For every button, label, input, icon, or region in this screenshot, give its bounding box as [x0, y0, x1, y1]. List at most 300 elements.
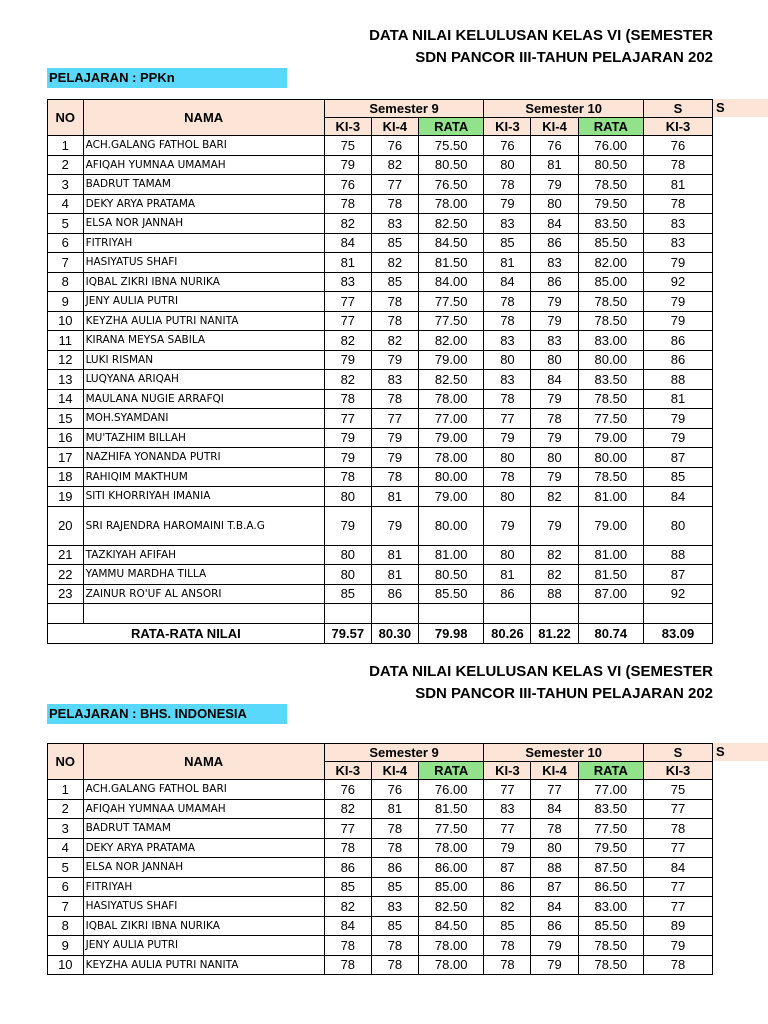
- sem9-ki3-value: 83: [324, 272, 371, 292]
- sem9-ki4-value: 78: [371, 838, 418, 858]
- sem9-ki4-value: 82: [371, 253, 418, 273]
- student-name: IQBAL ZIKRI IBNA NURIKA: [83, 272, 324, 292]
- sem9-ki4-value: 82: [371, 155, 418, 175]
- sem10-rata-value: 80.00: [578, 350, 643, 370]
- sem9-rata-value: 77.00: [418, 409, 483, 429]
- sem10-rata-value: 87.00: [578, 584, 643, 604]
- sem9-ki4-value: 78: [371, 819, 418, 839]
- sem10-rata-value: 80.00: [578, 448, 643, 468]
- sem10-rata-value: 85.50: [578, 916, 643, 936]
- sem10-ki4-value: 80: [531, 448, 578, 468]
- student-name: LUQYANA ARIQAH: [83, 370, 324, 390]
- sem9-ki3-value: 75: [324, 136, 371, 156]
- sem10-average-value: 80.26: [484, 624, 531, 644]
- sem10-ki3-value: 82: [484, 897, 531, 917]
- blank-cell: [83, 604, 324, 624]
- sem9-ki4-value: 79: [371, 350, 418, 370]
- sem10-ki3-value: 79: [484, 194, 531, 214]
- sem10-ki3-value: 79: [484, 506, 531, 545]
- sem10-ki4-value: 79: [531, 936, 578, 956]
- student-name: NAZHIFA YONANDA PUTRI: [83, 448, 324, 468]
- student-name: MU'TAZHIM BILLAH: [83, 428, 324, 448]
- student-name: DEKY ARYA PRATAMA: [83, 194, 324, 214]
- sem11-ki3-value: 89: [644, 916, 713, 936]
- header-nama: NAMA: [83, 100, 324, 136]
- sem9-rata-value: 81.50: [418, 253, 483, 273]
- row-number: 3: [48, 819, 84, 839]
- student-name: AFIQAH YUMNAA UMAMAH: [83, 799, 324, 819]
- header-rata-sem9: RATA: [418, 762, 483, 780]
- student-name: AFIQAH YUMNAA UMAMAH: [83, 155, 324, 175]
- row-number: 23: [48, 584, 84, 604]
- sem9-ki4-value: 81: [371, 487, 418, 507]
- sem11-ki3-value: 88: [644, 370, 713, 390]
- table-row: [48, 194, 713, 214]
- sem9-ki4-value: 77: [371, 175, 418, 195]
- sem9-ki4-value: 77: [371, 409, 418, 429]
- sem10-rata-value: 78.50: [578, 936, 643, 956]
- row-number: 12: [48, 350, 84, 370]
- sem9-ki4-value: 86: [371, 584, 418, 604]
- section-1-title-line1: DATA NILAI KELULUSAN KELAS VI (SEMESTER: [369, 27, 713, 44]
- sem10-ki3-value: 81: [484, 565, 531, 585]
- header-rata-sem9: RATA: [418, 118, 483, 136]
- sem11-ki3-value: 83: [644, 233, 713, 253]
- sem10-ki3-value: 85: [484, 233, 531, 253]
- row-number: 3: [48, 175, 84, 195]
- student-name: FITRIYAH: [83, 233, 324, 253]
- sem10-ki3-value: 86: [484, 584, 531, 604]
- sem10-ki3-value: 78: [484, 311, 531, 331]
- header-semester-10: Semester 10: [484, 100, 644, 118]
- table-row: [48, 467, 713, 487]
- sem9-ki4-value: 78: [371, 311, 418, 331]
- table-row: [48, 448, 713, 468]
- sem11-ki3-value: 80: [644, 506, 713, 545]
- sem9-ki4-value: 81: [371, 545, 418, 565]
- header-ki3-sem10: KI-3: [484, 762, 531, 780]
- blank-cell: [324, 604, 371, 624]
- sem9-rata-value: 81.00: [418, 545, 483, 565]
- sem11-ki3-value: 79: [644, 936, 713, 956]
- sem9-ki4-value: 78: [371, 467, 418, 487]
- sem10-ki4-value: 78: [531, 819, 578, 839]
- header-semester-11: S: [644, 100, 713, 118]
- sem11-ki3-value: 77: [644, 799, 713, 819]
- sem11-ki3-value: 77: [644, 877, 713, 897]
- row-number: 1: [48, 136, 84, 156]
- sem10-rata-value: 77.00: [578, 780, 643, 800]
- sem9-ki3-value: 79: [324, 448, 371, 468]
- sem11-ki3-value: 84: [644, 487, 713, 507]
- sem9-rata-value: 76.00: [418, 780, 483, 800]
- sem9-ki3-value: 79: [324, 506, 371, 545]
- sem9-ki4-value: 83: [371, 370, 418, 390]
- sem9-rata-value: 84.00: [418, 272, 483, 292]
- table-row: [48, 819, 713, 839]
- sem9-rata-value: 77.50: [418, 819, 483, 839]
- table-row: [48, 955, 713, 975]
- sem9-rata-value: 78.00: [418, 448, 483, 468]
- sem10-rata-value: 83.50: [578, 214, 643, 234]
- student-name: SRI RAJENDRA HAROMAINI T.B.A.G: [83, 506, 324, 545]
- sem10-rata-value: 78.50: [578, 467, 643, 487]
- header-ki4-sem10: KI-4: [531, 762, 578, 780]
- sem10-ki3-value: 77: [484, 409, 531, 429]
- row-number: 20: [48, 506, 84, 545]
- sem10-rata-value: 79.50: [578, 194, 643, 214]
- student-name: KIRANA MEYSA SABILA: [83, 331, 324, 351]
- table-row: [48, 214, 713, 234]
- sem10-ki3-value: 85: [484, 916, 531, 936]
- sem9-rata-value: 84.50: [418, 916, 483, 936]
- student-name: ZAINUR RO'UF AL ANSORI: [83, 584, 324, 604]
- sem10-ki4-value: 79: [531, 389, 578, 409]
- student-name: MOH.SYAMDANI: [83, 409, 324, 429]
- row-number: 9: [48, 936, 84, 956]
- sem10-ki4-value: 82: [531, 545, 578, 565]
- blank-cell: [418, 604, 483, 624]
- sem10-ki4-value: 80: [531, 194, 578, 214]
- sem10-ki4-value: 82: [531, 487, 578, 507]
- student-name: BADRUT TAMAM: [83, 175, 324, 195]
- sem9-ki3-value: 77: [324, 819, 371, 839]
- sem10-rata-value: 81.50: [578, 565, 643, 585]
- sem11-ki3-value: 77: [644, 838, 713, 858]
- sem11-ki3-value: 87: [644, 448, 713, 468]
- sem9-rata-value: 85.50: [418, 584, 483, 604]
- table-row: [48, 565, 713, 585]
- sem9-ki3-value: 80: [324, 565, 371, 585]
- sem11-ki3-value: 81: [644, 175, 713, 195]
- table-row: [48, 311, 713, 331]
- table-row: [48, 897, 713, 917]
- table-row: [48, 506, 713, 545]
- sem11-ki3-value: 86: [644, 331, 713, 351]
- row-number: 7: [48, 253, 84, 273]
- sem11-ki3-value: 79: [644, 292, 713, 312]
- sem9-ki3-value: 76: [324, 780, 371, 800]
- sem10-ki3-value: 76: [484, 136, 531, 156]
- sem9-average-value: 79.98: [418, 624, 483, 644]
- table-row: [48, 409, 713, 429]
- sem11-ki3-value: 81: [644, 389, 713, 409]
- sem10-ki3-value: 84: [484, 272, 531, 292]
- sem9-ki4-value: 81: [371, 799, 418, 819]
- section-1-semester-11-header: S: [713, 99, 768, 117]
- sem9-ki3-value: 80: [324, 545, 371, 565]
- sem10-ki4-value: 84: [531, 370, 578, 390]
- student-name: ACH.GALANG FATHOL BARI: [83, 780, 324, 800]
- sem10-ki3-value: 78: [484, 175, 531, 195]
- sem11-ki3-value: 85: [644, 467, 713, 487]
- sem10-ki4-value: 88: [531, 858, 578, 878]
- sem9-ki3-value: 77: [324, 311, 371, 331]
- sem10-ki3-value: 80: [484, 448, 531, 468]
- table-row: [48, 877, 713, 897]
- sem9-rata-value: 75.50: [418, 136, 483, 156]
- sem9-average-value: 79.57: [324, 624, 371, 644]
- table-row: [48, 272, 713, 292]
- sem9-ki3-value: 78: [324, 955, 371, 975]
- sem10-ki3-value: 87: [484, 858, 531, 878]
- row-number: 6: [48, 233, 84, 253]
- student-name: JENY AULIA PUTRI: [83, 292, 324, 312]
- sem10-ki4-value: 79: [531, 467, 578, 487]
- sem10-ki4-value: 79: [531, 955, 578, 975]
- header-ki3-sem9: KI-3: [324, 118, 371, 136]
- table-row: [48, 858, 713, 878]
- sem10-ki4-value: 86: [531, 272, 578, 292]
- sem9-ki3-value: 78: [324, 389, 371, 409]
- sem10-rata-value: 86.50: [578, 877, 643, 897]
- average-label: RATA-RATA NILAI: [48, 624, 325, 644]
- sem9-ki4-value: 86: [371, 858, 418, 878]
- section-2-semester-11-header: S: [713, 743, 768, 761]
- sem9-rata-value: 78.00: [418, 838, 483, 858]
- sem10-rata-value: 78.50: [578, 955, 643, 975]
- sem11-ki3-value: 76: [644, 136, 713, 156]
- section-2-title-line2: SDN PANCOR III-TAHUN PELAJARAN 202: [415, 685, 713, 702]
- student-name: MAULANA NUGIE ARRAFQI: [83, 389, 324, 409]
- sem9-ki3-value: 80: [324, 487, 371, 507]
- sem10-average-value: 80.74: [578, 624, 643, 644]
- sem9-rata-value: 82.50: [418, 370, 483, 390]
- sem10-rata-value: 79.00: [578, 428, 643, 448]
- sem10-ki4-value: 81: [531, 155, 578, 175]
- sem9-rata-value: 76.50: [418, 175, 483, 195]
- sem9-rata-value: 78.00: [418, 389, 483, 409]
- header-semester-9: Semester 9: [324, 100, 484, 118]
- sem10-rata-value: 83.00: [578, 331, 643, 351]
- row-number: 16: [48, 428, 84, 448]
- sem9-ki4-value: 76: [371, 136, 418, 156]
- sem11-ki3-value: 75: [644, 780, 713, 800]
- section-2-grades-table: [47, 743, 713, 975]
- sem9-ki3-value: 82: [324, 331, 371, 351]
- row-number: 1: [48, 780, 84, 800]
- blank-cell: [484, 604, 531, 624]
- student-name: KEYZHA AULIA PUTRI NANITA: [83, 955, 324, 975]
- sem10-rata-value: 79.00: [578, 506, 643, 545]
- sem10-rata-value: 81.00: [578, 487, 643, 507]
- header-ki4-sem10: KI-4: [531, 118, 578, 136]
- blank-cell: [371, 604, 418, 624]
- blank-cell: [531, 604, 578, 624]
- sem9-ki4-value: 78: [371, 389, 418, 409]
- student-name: DEKY ARYA PRATAMA: [83, 838, 324, 858]
- sem10-ki4-value: 78: [531, 409, 578, 429]
- sem10-ki3-value: 80: [484, 487, 531, 507]
- sem10-ki4-value: 80: [531, 838, 578, 858]
- header-ki3-sem9: KI-3: [324, 762, 371, 780]
- sem9-ki4-value: 81: [371, 565, 418, 585]
- sem9-rata-value: 81.50: [418, 799, 483, 819]
- student-name: RAHIQIM MAKTHUM: [83, 467, 324, 487]
- header-semester-9: Semester 9: [324, 744, 484, 762]
- sem10-rata-value: 85.50: [578, 233, 643, 253]
- sem10-rata-value: 78.50: [578, 311, 643, 331]
- sem9-rata-value: 80.00: [418, 467, 483, 487]
- table-row: [48, 155, 713, 175]
- row-number: 10: [48, 311, 84, 331]
- table-row: [48, 916, 713, 936]
- sem9-ki4-value: 85: [371, 272, 418, 292]
- student-name: JENY AULIA PUTRI: [83, 936, 324, 956]
- sem10-rata-value: 77.50: [578, 409, 643, 429]
- student-name: HASIYATUS SHAFI: [83, 897, 324, 917]
- sem9-ki3-value: 79: [324, 428, 371, 448]
- sem10-ki3-value: 81: [484, 253, 531, 273]
- table-row: [48, 292, 713, 312]
- row-number: 15: [48, 409, 84, 429]
- sem11-average-value: 83.09: [644, 624, 713, 644]
- sem9-rata-value: 77.50: [418, 292, 483, 312]
- sem9-rata-value: 77.50: [418, 311, 483, 331]
- row-number: 17: [48, 448, 84, 468]
- table-row: [48, 233, 713, 253]
- sem9-ki4-value: 79: [371, 428, 418, 448]
- row-number: 5: [48, 858, 84, 878]
- sem9-rata-value: 84.50: [418, 233, 483, 253]
- table-row: [48, 799, 713, 819]
- student-name: SITI KHORRIYAH IMANIA: [83, 487, 324, 507]
- student-name: ELSA NOR JANNAH: [83, 858, 324, 878]
- sem10-ki4-value: 84: [531, 214, 578, 234]
- sem10-ki4-value: 86: [531, 916, 578, 936]
- sem10-ki4-value: 82: [531, 565, 578, 585]
- sem9-rata-value: 82.50: [418, 214, 483, 234]
- row-number: 2: [48, 155, 84, 175]
- sem10-ki3-value: 77: [484, 780, 531, 800]
- sem10-rata-value: 83.00: [578, 897, 643, 917]
- sem10-ki4-value: 84: [531, 799, 578, 819]
- row-number: 11: [48, 331, 84, 351]
- sem9-rata-value: 78.00: [418, 194, 483, 214]
- sem10-ki3-value: 78: [484, 467, 531, 487]
- sem11-ki3-value: 92: [644, 584, 713, 604]
- sem10-ki3-value: 83: [484, 370, 531, 390]
- blank-cell: [578, 604, 643, 624]
- sem10-ki3-value: 86: [484, 877, 531, 897]
- sem10-rata-value: 85.00: [578, 272, 643, 292]
- sem9-ki3-value: 82: [324, 370, 371, 390]
- header-ki4-sem9: KI-4: [371, 118, 418, 136]
- sem9-rata-value: 85.00: [418, 877, 483, 897]
- sem11-ki3-value: 78: [644, 819, 713, 839]
- sem10-ki4-value: 83: [531, 331, 578, 351]
- student-name: BADRUT TAMAM: [83, 819, 324, 839]
- table-row: [48, 545, 713, 565]
- sem10-rata-value: 78.50: [578, 175, 643, 195]
- sem9-ki3-value: 79: [324, 155, 371, 175]
- row-number: 5: [48, 214, 84, 234]
- sem9-ki4-value: 78: [371, 955, 418, 975]
- row-number: 2: [48, 799, 84, 819]
- sem9-ki3-value: 77: [324, 292, 371, 312]
- sem10-ki3-value: 80: [484, 350, 531, 370]
- sem10-ki4-value: 88: [531, 584, 578, 604]
- sem9-ki4-value: 78: [371, 194, 418, 214]
- average-row: [48, 624, 713, 644]
- sem10-ki3-value: 83: [484, 331, 531, 351]
- student-name: FITRIYAH: [83, 877, 324, 897]
- sem10-ki4-value: 79: [531, 292, 578, 312]
- student-name: ELSA NOR JANNAH: [83, 214, 324, 234]
- sem9-rata-value: 80.00: [418, 506, 483, 545]
- student-name: HASIYATUS SHAFI: [83, 253, 324, 273]
- sem9-ki3-value: 85: [324, 877, 371, 897]
- sem11-ki3-value: 84: [644, 858, 713, 878]
- student-name: ACH.GALANG FATHOL BARI: [83, 136, 324, 156]
- row-number: 19: [48, 487, 84, 507]
- sem10-ki4-value: 79: [531, 175, 578, 195]
- sem9-ki4-value: 82: [371, 331, 418, 351]
- sem10-ki4-value: 77: [531, 780, 578, 800]
- sem10-rata-value: 78.50: [578, 389, 643, 409]
- sem11-ki3-value: 79: [644, 428, 713, 448]
- sem9-rata-value: 78.00: [418, 955, 483, 975]
- sem10-ki4-value: 80: [531, 350, 578, 370]
- sem9-ki3-value: 84: [324, 233, 371, 253]
- section-2-title-line1: DATA NILAI KELULUSAN KELAS VI (SEMESTER: [369, 663, 713, 680]
- sem9-ki4-value: 78: [371, 292, 418, 312]
- sem9-ki3-value: 78: [324, 838, 371, 858]
- table-row: [48, 838, 713, 858]
- sem9-rata-value: 78.00: [418, 936, 483, 956]
- row-number: 4: [48, 838, 84, 858]
- row-number: 4: [48, 194, 84, 214]
- sem10-ki4-value: 87: [531, 877, 578, 897]
- header-ki3-sem10: KI-3: [484, 118, 531, 136]
- student-name: IQBAL ZIKRI IBNA NURIKA: [83, 916, 324, 936]
- header-rata-sem10: RATA: [578, 118, 643, 136]
- sem11-ki3-value: 78: [644, 194, 713, 214]
- sem10-rata-value: 81.00: [578, 545, 643, 565]
- sem10-ki3-value: 77: [484, 819, 531, 839]
- sem10-ki4-value: 79: [531, 311, 578, 331]
- row-number: 7: [48, 897, 84, 917]
- sem11-ki3-value: 77: [644, 897, 713, 917]
- table-row: [48, 428, 713, 448]
- student-name: TAZKIYAH AFIFAH: [83, 545, 324, 565]
- table-row: [48, 350, 713, 370]
- sem10-ki3-value: 78: [484, 292, 531, 312]
- sem10-ki3-value: 78: [484, 936, 531, 956]
- sem10-rata-value: 79.50: [578, 838, 643, 858]
- row-number: 22: [48, 565, 84, 585]
- sem11-ki3-value: 79: [644, 311, 713, 331]
- sem9-ki3-value: 84: [324, 916, 371, 936]
- sem9-ki3-value: 79: [324, 350, 371, 370]
- sem10-ki4-value: 86: [531, 233, 578, 253]
- sem11-ki3-value: 88: [644, 545, 713, 565]
- row-number: 14: [48, 389, 84, 409]
- sem10-ki4-value: 79: [531, 506, 578, 545]
- sem9-rata-value: 79.00: [418, 428, 483, 448]
- header-ki4-sem9: KI-4: [371, 762, 418, 780]
- sem10-rata-value: 82.00: [578, 253, 643, 273]
- sem10-ki3-value: 79: [484, 428, 531, 448]
- sem9-rata-value: 82.50: [418, 897, 483, 917]
- sem9-ki3-value: 82: [324, 799, 371, 819]
- student-name: KEYZHA AULIA PUTRI NANITA: [83, 311, 324, 331]
- table-row: [48, 331, 713, 351]
- row-number: 13: [48, 370, 84, 390]
- blank-cell: [644, 604, 713, 624]
- sem10-rata-value: 83.50: [578, 370, 643, 390]
- sem11-ki3-value: 78: [644, 955, 713, 975]
